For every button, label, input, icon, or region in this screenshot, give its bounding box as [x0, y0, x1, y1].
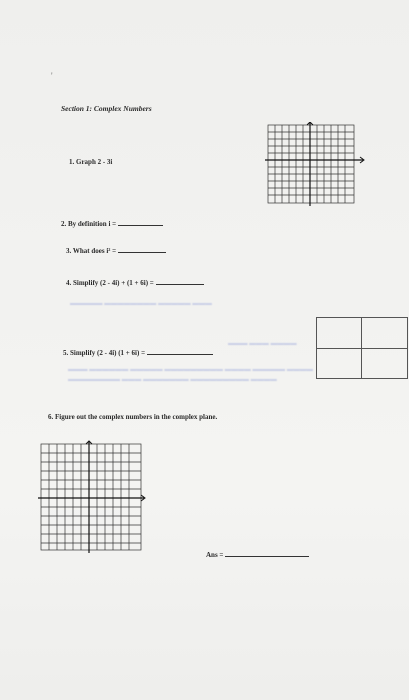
- question-1: [69, 158, 112, 166]
- question-3-text: 3. What does i² =: [66, 247, 117, 255]
- answer-blank-6[interactable]: [225, 555, 309, 557]
- answer-blank-2[interactable]: [118, 224, 163, 226]
- question-4-text: 4. Simplify (2 - 4i) + (1 + 6i) =: [66, 279, 154, 287]
- pen-mark: ': [51, 71, 53, 81]
- bleed-through-decoration-4: ▬▬▬▬▬▬▬▬ ▬▬▬ ▬▬▬▬▬▬▬ ▬▬▬▬▬▬▬▬▬ ▬▬▬▬: [68, 376, 277, 383]
- answer-label: Ans =: [206, 551, 224, 559]
- graph-grid-top: [265, 122, 365, 207]
- answer-blank-4[interactable]: [156, 283, 204, 285]
- bleed-through-decoration-2: ▬▬▬ ▬▬▬ ▬▬▬▬: [228, 340, 297, 347]
- question-2-text: 2. By definition i =: [61, 220, 117, 228]
- bleed-through-decoration-3: ▬▬▬ ▬▬▬▬▬▬ ▬▬▬▬▬ ▬▬▬▬▬▬▬▬▬ ▬▬▬▬ ▬▬▬▬▬ ▬▬▬▬: [68, 366, 313, 373]
- answer-table-box: [316, 317, 408, 379]
- question-3: [66, 247, 166, 255]
- answer-blank-5[interactable]: [147, 353, 213, 355]
- bleed-through-decoration: ▬▬▬▬▬ ▬▬▬▬▬▬▬▬ ▬▬▬▬▬ ▬▬▬: [70, 300, 212, 307]
- graph-grid-bottom: [38, 440, 146, 554]
- table-divider-vertical: [361, 318, 362, 378]
- question-2: [61, 220, 163, 228]
- question-6-text: 6. Figure out the complex numbers in the complex plane.: [48, 413, 218, 421]
- question-6: [48, 413, 217, 421]
- table-divider-horizontal: [317, 348, 407, 349]
- question-5-text: 5. Simplify (2 - 4i) (1 + 6i) =: [63, 349, 146, 357]
- question-1-text: 1. Graph 2 - 3i: [69, 158, 113, 166]
- answer-row: [206, 551, 309, 559]
- question-4: [66, 279, 204, 287]
- answer-blank-3[interactable]: [118, 251, 166, 253]
- section-title: Section 1: Complex Numbers: [61, 104, 152, 113]
- question-5: [63, 349, 213, 357]
